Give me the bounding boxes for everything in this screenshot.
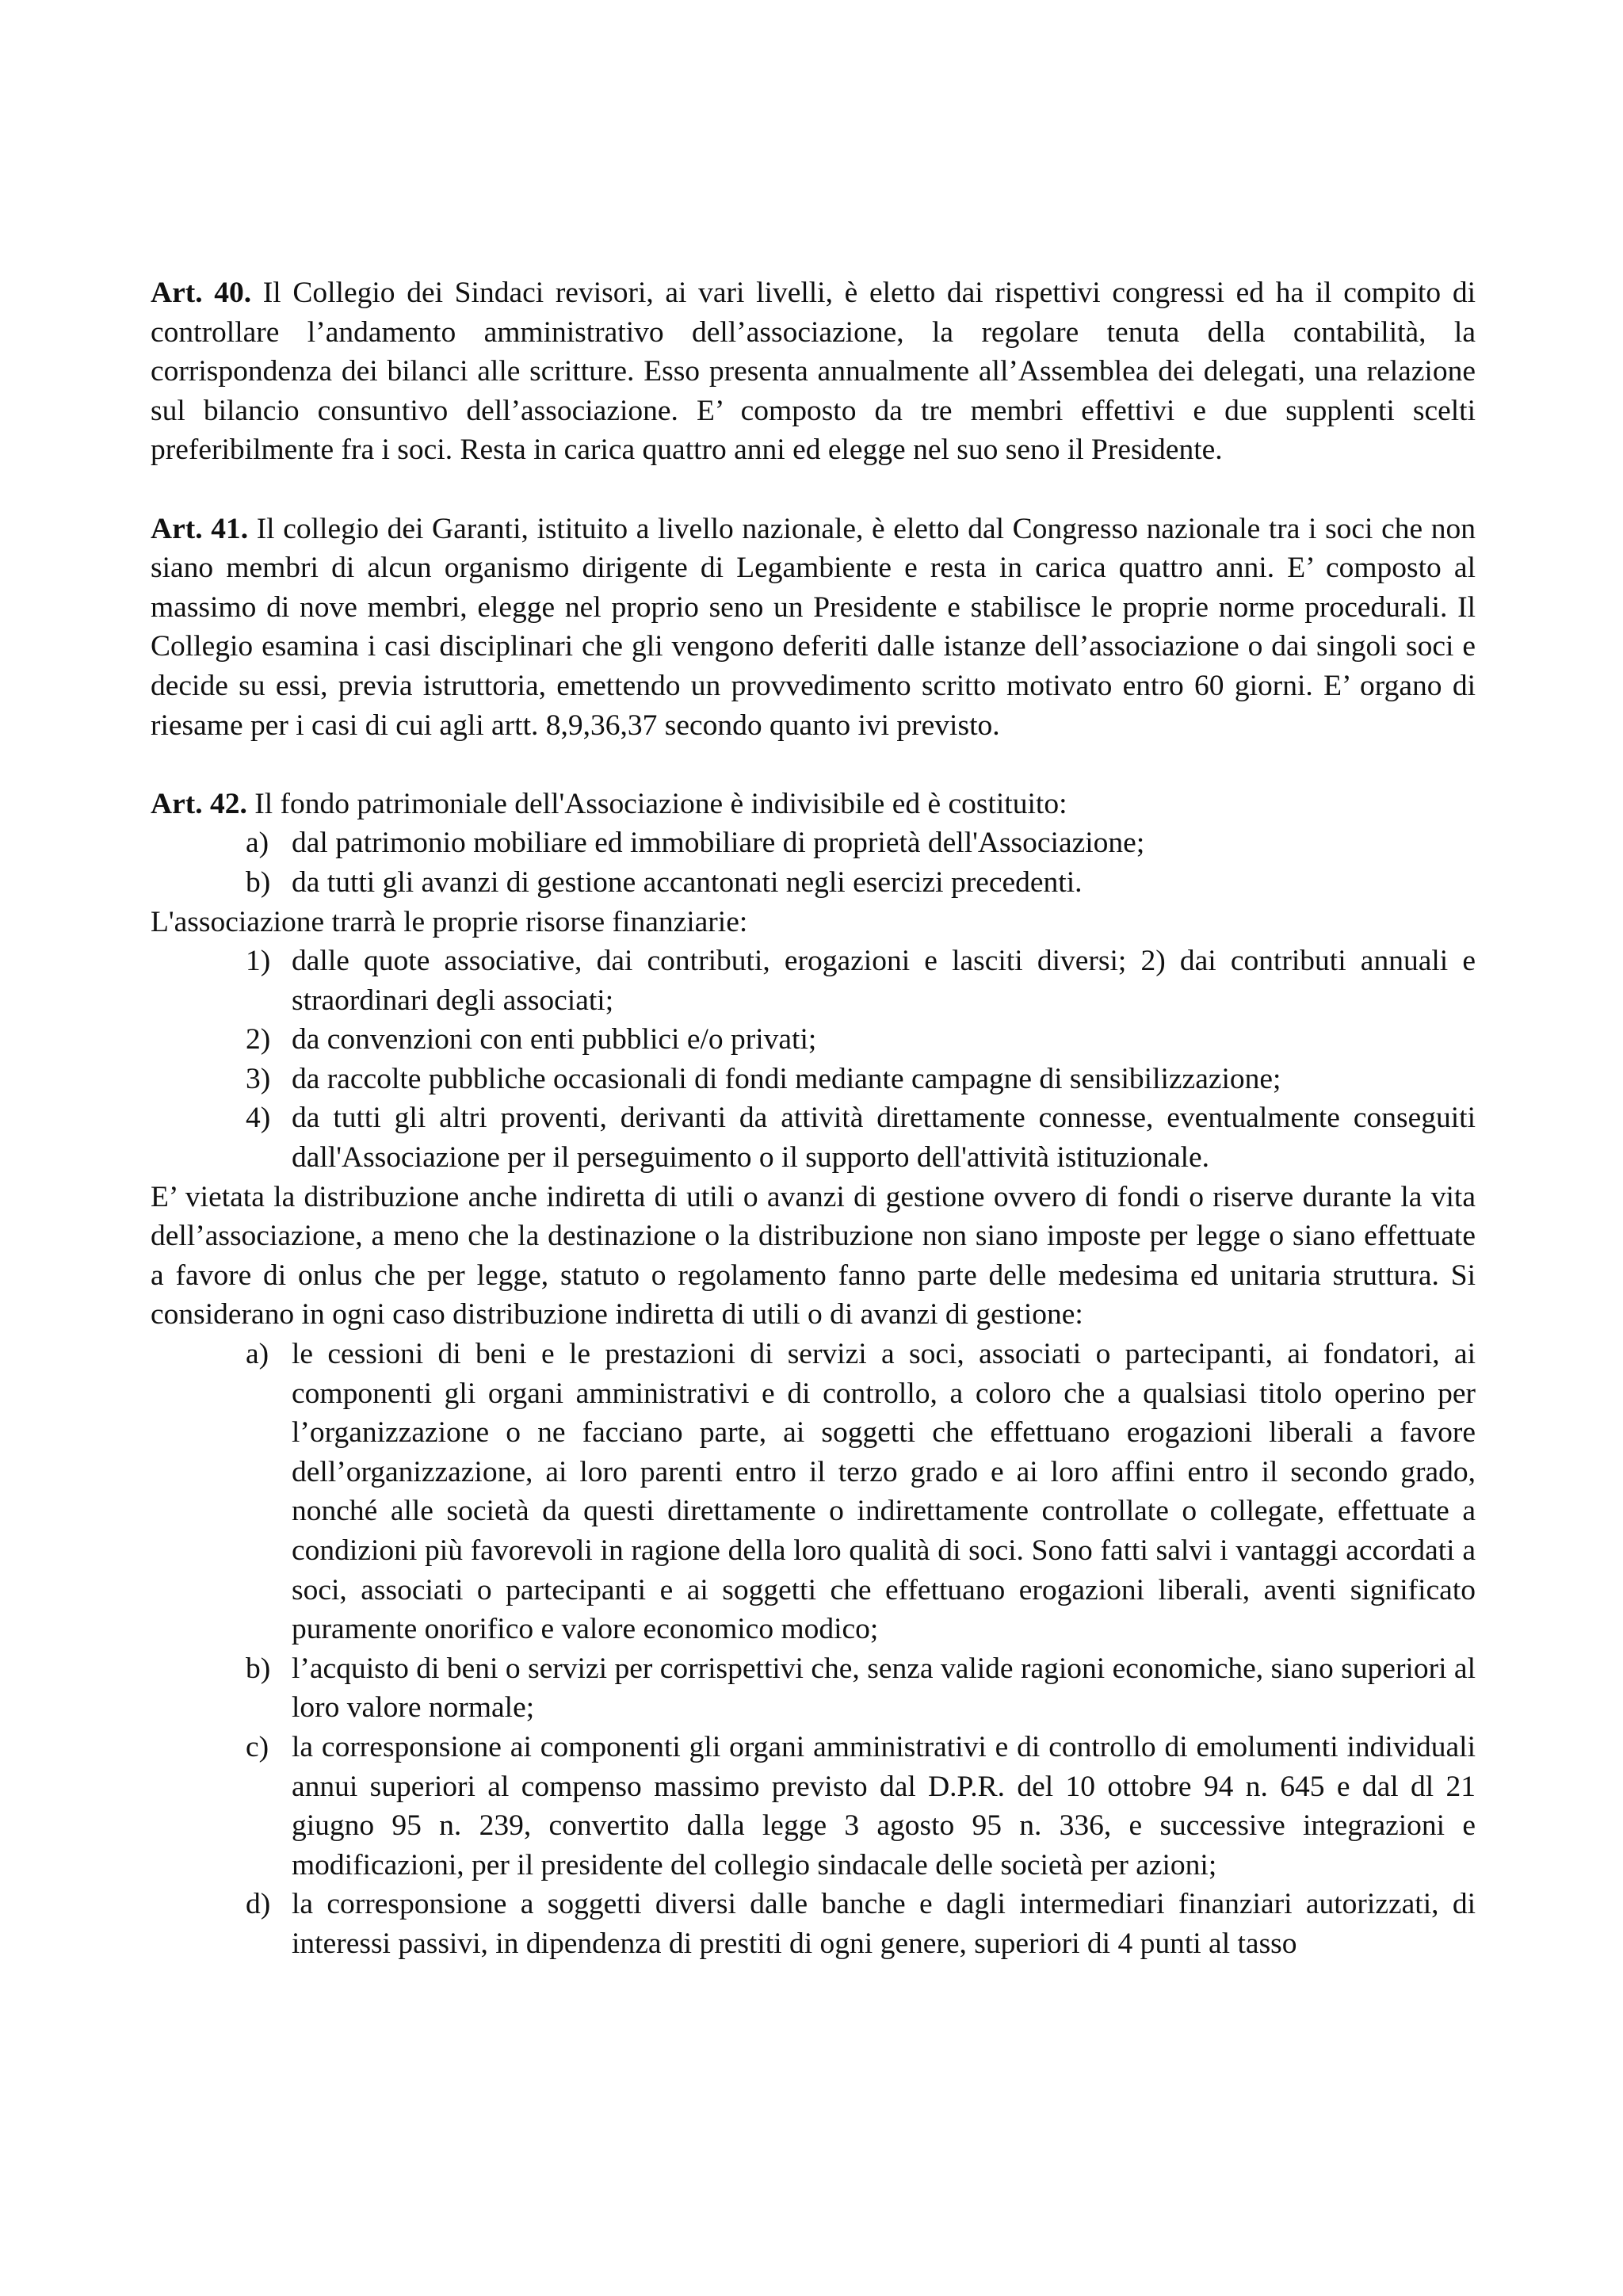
list-marker: 1) bbox=[246, 945, 271, 978]
list-item bbox=[246, 863, 1476, 903]
list-item bbox=[246, 1885, 1476, 1963]
list-marker: b) bbox=[246, 865, 271, 899]
list-item-text: l’acquisto di beni o servizi per corrispettivi che, senza valide ragioni economiche, siano superiori al loro valore normale; bbox=[292, 1652, 1476, 1725]
article-41-text: Il collegio dei Garanti, istituito a livello nazionale, è eletto dal Congresso nazionale tra i soci che non siano membri di alcun organismo dirigente di Legambiente e resta in carica quattro anni. E’ composto al massimo di nove membri, elegge nel proprio seno un Presidente e stabilisce le proprie norme procedurali. Il Collegio esamina i casi disciplinari che gli vengono deferiti dalle istanze dell’associazione o dai singoli soci e decide su essi, previa istruttoria, emettendo un provvedimento scritto motivato entro 60 giorni. E’ organo di riesame per i casi di cui agli artt. 8,9,36,37 secondo quanto ivi previsto. bbox=[151, 512, 1476, 742]
list-marker: 4) bbox=[246, 1102, 271, 1135]
article-42 bbox=[151, 785, 1476, 824]
paragraph-gap bbox=[151, 470, 1476, 510]
article-42-intro: Il fondo patrimoniale dell'Associazione è indivisibile ed è costituito: bbox=[246, 787, 1067, 820]
list-item-text: da tutti gli avanzi di gestione accantonati negli esercizi precedenti. bbox=[292, 865, 1083, 899]
list-item bbox=[246, 942, 1476, 1020]
list-item bbox=[246, 1649, 1476, 1728]
list-item-text: da raccolte pubbliche occasionali di fondi mediante campagne di sensibilizzazione; bbox=[292, 1062, 1281, 1095]
list-item bbox=[246, 1060, 1476, 1099]
distribuzione-list bbox=[151, 1335, 1476, 1964]
list-item bbox=[246, 1728, 1476, 1885]
list-marker: c) bbox=[246, 1730, 269, 1763]
list-item-text: dalle quote associative, dai contributi, erogazioni e lasciti diversi; 2) dai contributi annuali e straordinari degli associati; bbox=[292, 945, 1476, 1017]
document-page bbox=[151, 273, 1476, 1964]
list-item-text: da tutti gli altri proventi, derivanti da attività direttamente connesse, eventualmente conseguiti dall'Associazione per il perseguimento o il supporto dell'attività istituzionale. bbox=[292, 1102, 1476, 1175]
list-marker: a) bbox=[246, 827, 269, 860]
list-marker: b) bbox=[246, 1652, 271, 1685]
list-item-text: la corresponsione ai componenti gli organi amministrativi e di controllo di emolumenti individuali annui superiori al compenso massimo previsto dal D.P.R. del 10 ottobre 94 n. 645 e dal dl 21 giugno 95 n. 239, convertito dalla legge 3 agosto 95 n. 336, e successive integrazioni e modificazioni, per il presidente del collegio sindacale delle società per azioni; bbox=[292, 1730, 1476, 1881]
article-40-text: Il Collegio dei Sindaci revisori, ai vari livelli, è eletto dai rispettivi congressi ed ha il compito di controllare l’andamento amministrativo dell’associazione, la regolare tenuta della contabilità, la corrispondenza dei bilanci alle scritture. Esso presenta annualmente all’Assemblea dei delegati, una relazione sul bilancio consuntivo dell’associazione. E’ composto da tre membri effettivi e due supplenti scelti preferibilmente fra i soci. Resta in carica quattro anni ed elegge nel suo seno il Presidente. bbox=[151, 277, 1476, 467]
article-40 bbox=[151, 273, 1476, 470]
paragraph-gap bbox=[151, 745, 1476, 785]
list-item bbox=[246, 1020, 1476, 1060]
fondo-list bbox=[151, 823, 1476, 902]
article-40-number: Art. 40. bbox=[151, 277, 252, 309]
article-41-number: Art. 41. bbox=[151, 512, 249, 545]
article-41 bbox=[151, 510, 1476, 746]
list-item-text: dal patrimonio mobiliare ed immobiliare di proprietà dell'Associazione; bbox=[292, 827, 1145, 860]
list-item-text: da convenzioni con enti pubblici e/o privati; bbox=[292, 1023, 817, 1056]
list-item bbox=[246, 1098, 1476, 1177]
divieto-paragraph: E’ vietata la distribuzione anche indiretta di utili o avanzi di gestione ovvero di fondi o riserve durante la vita dell’associazione, a meno che la destinazione o la distribuzione non siano imposte per legge o siano effettuate a favore di onlus che per legge, statuto o regolamento fanno parte delle medesima ed unitaria struttura. Si considerano in ogni caso distribuzione indiretta di utili o di avanzi di gestione: bbox=[151, 1180, 1476, 1331]
article-42-number: Art. 42. bbox=[151, 787, 247, 820]
list-marker: 2) bbox=[246, 1023, 271, 1056]
list-item bbox=[246, 1335, 1476, 1649]
list-item bbox=[246, 823, 1476, 863]
list-marker: d) bbox=[246, 1888, 271, 1921]
list-item-text: le cessioni di beni e le prestazioni di servizi a soci, associati o partecipanti, ai fondatori, ai componenti gli organi amministrativi e di controllo, a coloro che a qualsiasi titolo operino per l’organizzazione o ne facciano parte, ai soggetti che effettuano erogazioni liberali a favore dell’organizzazione, ai loro parenti entro il terzo grado e ai loro affini entro il secondo grado, nonché alle società da questi direttamente o indirettamente controllate o collegate, effettuate a condizioni più favorevoli in ragione della loro qualità di soci. Sono fatti salvi i vantaggi accordati a soci, associati o partecipanti e ai soggetti che effettuano erogazioni liberali, aventi significato puramente onorifico e valore economico modico; bbox=[292, 1338, 1476, 1646]
list-marker: a) bbox=[246, 1338, 269, 1371]
risorse-intro: L'associazione trarrà le proprie risorse finanziarie: bbox=[151, 905, 748, 938]
risorse-list bbox=[151, 942, 1476, 1178]
list-item-text: la corresponsione a soggetti diversi dalle banche e dagli intermediari finanziari autorizzati, di interessi passivi, in dipendenza di prestiti di ogni genere, superiori di 4 punti al tasso bbox=[292, 1888, 1476, 1960]
list-marker: 3) bbox=[246, 1062, 271, 1095]
